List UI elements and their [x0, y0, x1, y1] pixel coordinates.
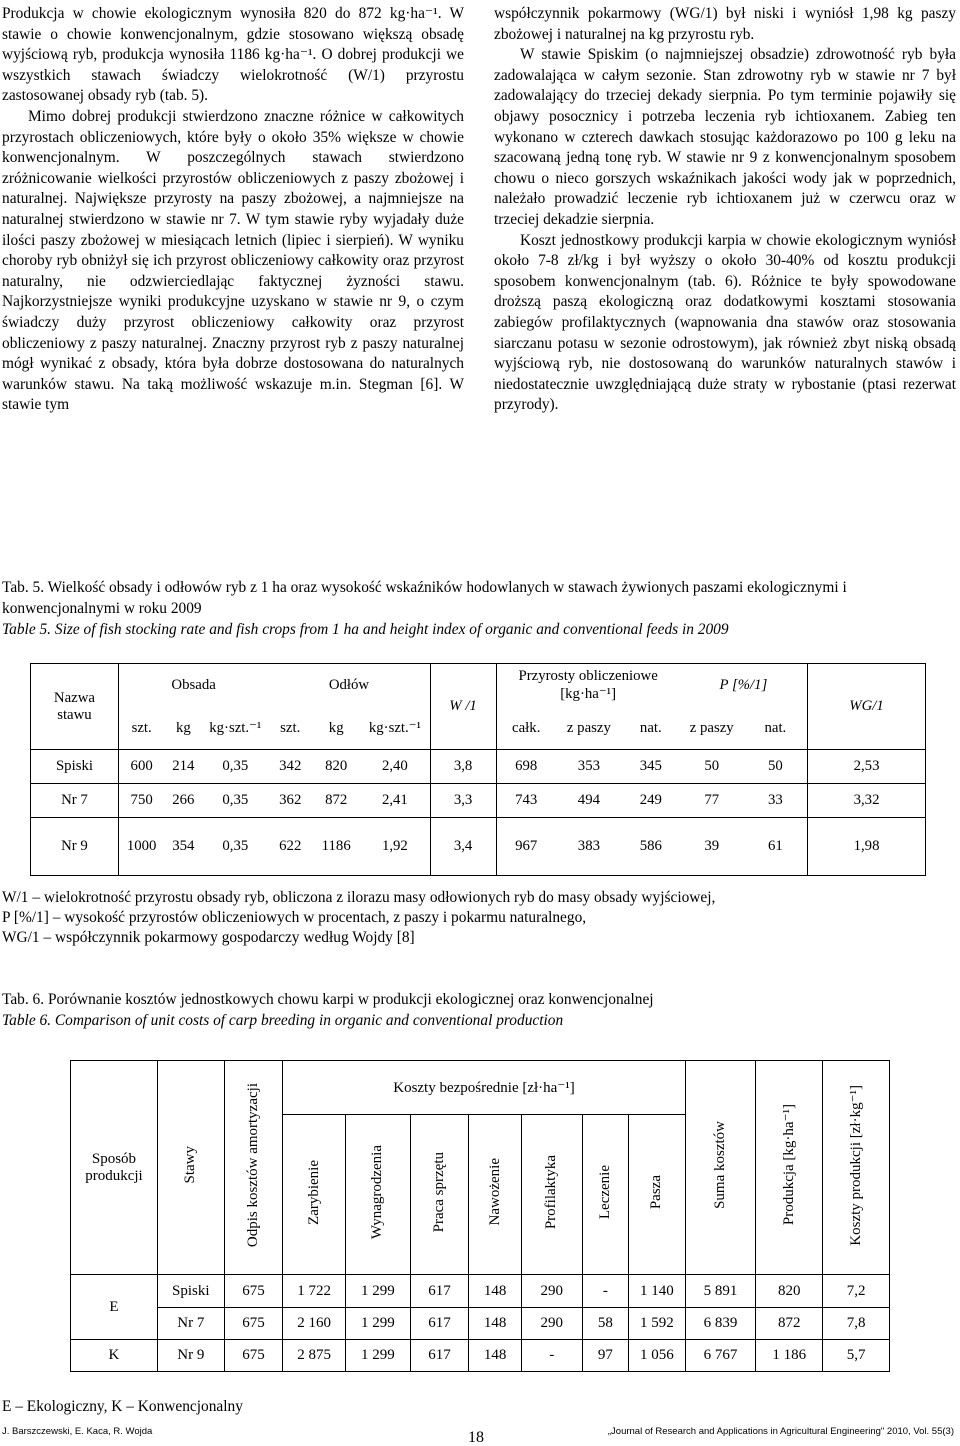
t5-cell: 342	[268, 750, 312, 784]
t5-cell: 600	[118, 750, 164, 784]
t6-cell: 7,8	[823, 1308, 890, 1340]
t5-cell: 214	[164, 750, 202, 784]
t6-header-stawy-text: Stawy	[182, 1146, 199, 1184]
t5-cell: 3,32	[808, 784, 926, 818]
t6-header-stawy	[157, 1061, 224, 1275]
t6-cell: 1 186	[756, 1340, 823, 1372]
t6-header-col-text: Wynagrodzenia	[369, 1144, 386, 1240]
t5-cell: 3,8	[430, 750, 496, 784]
t6-cell: 872	[756, 1308, 823, 1340]
t5-sub: nat.	[639, 719, 662, 736]
t6-header-col	[283, 1115, 346, 1275]
t5-sub: kg	[175, 719, 191, 736]
t6-header-koszty: Koszty bezpośrednie [zł·ha⁻¹]	[283, 1061, 685, 1115]
table5-caption	[2, 578, 952, 640]
t5-cell: 1,92	[360, 818, 430, 876]
table6-caption	[2, 990, 952, 1032]
t6-cell: 5,7	[823, 1340, 890, 1372]
t5-note-p: P [%/1] – wysokość przyrostów obliczeniowych w procentach, z paszy i pokarmu naturalnego,	[2, 908, 587, 926]
t6-row-spiski	[71, 1275, 890, 1308]
t5-cell: 586	[622, 818, 680, 876]
t5-cell: 266	[164, 784, 202, 818]
table5-caption-pl: Tab. 5. Wielkość obsady i odłowów ryb z 1 ha oraz wysokość wskaźników hodowlanych w stawach żywionych paszami ekologicznymi i konwencjonalnymi w roku 2009	[2, 579, 847, 617]
t6-cell: 1 299	[346, 1308, 411, 1340]
t6-cell: 1 299	[346, 1340, 411, 1372]
t6-header-col	[346, 1115, 411, 1275]
t6-header-col-text: Profilaktyka	[543, 1154, 560, 1230]
t5-cell: 2,41	[360, 784, 430, 818]
left-paragraph-1: Produkcja w chowie ekologicznym wynosiła 820 do 872 kg·ha⁻¹. W stawie o chowie konwencjonalnym, gdzie stosowano większą obsadę wyjściową ryb, produkcja wynosiła 1186 kg·ha⁻¹. O dobrej produkcji we wszystkich stawach świadczy wielokrotność (W/1) przyrostu zastosowanej obsady ryb (tab. 5).	[2, 5, 464, 105]
t5-cell: Nr 9	[31, 818, 119, 876]
t6-cell: 6 839	[685, 1308, 756, 1340]
t6-cell: -	[582, 1275, 629, 1308]
right-paragraph-2: W stawie Spiskim (o najmniejszej obsadzie) zdrowotność ryb była zadowalająca w całym sezonie. Stan zdrowotny ryb w stawie nr 7 był zadowalający do trzeciej dekady sierpnia. Po tym terminie pojawiły się objawy posocznicy i potrzeba leczenia ryb ichtioxanem. Zabieg ten wykonano w czterech dawkach stosując każdorazowo po 100 g leku na szacowaną jedną tonę ryb. W stawie nr 9 z konwencjonalnym sposobem chowu o nieco gorszych wskaźnikach jakości wody jak w poprzednich, należało prowadzić leczenie ryb ichtioxanem już w czerwcu oraz w trzeciej dekadzie sierpnia.	[494, 46, 956, 228]
t6-group-e: E	[71, 1275, 158, 1340]
t6-cell: 1 140	[629, 1275, 686, 1308]
t5-cell: 3,4	[430, 818, 496, 876]
t5-cell: 750	[118, 784, 164, 818]
t5-cell: 354	[164, 818, 202, 876]
t6-header-col	[410, 1115, 469, 1275]
t6-header-col	[629, 1115, 686, 1275]
left-paragraph-2: Mimo dobrej produkcji stwierdzono znaczne różnice w całkowitych przyrostach obliczeniowych, które były o około 35% większe w chowie konwencjonalnym. W poszczególnych stawach stwierdzono zróżnicowanie wielkości przyrostów obliczeniowych z paszy zbożowej i naturalnej. Największe przyrosty na paszy zbożowej, a najmniejsze na naturalnej stwierdzono w stawie nr 7. W tym stawie ryby wyjadały duże ilości paszy zbożowej w miesiącach letnich (lipiec i sierpień). W wyniku choroby ryb obniżył się ich przyrost obliczeniowy całkowity oraz przyrost naturalny, nie odzwierciedlając faktycznej żyzności stawu. Najkorzystniejsze wyniki produkcyjne uzyskano w stawie nr 9, o czym świadczy duży przyrost obliczeniowy całkowity oraz przyrost obliczeniowy z paszy naturalnej. Znaczny przyrost ryb z paszy naturalnej mógł wynikać z obsady, która była dobrze dostosowana do naturalnych warunków stawu. Na taką możliwość wskazuje m.in. Stegman [6]. W stawie tym	[2, 107, 464, 414]
right-column	[494, 4, 956, 416]
t6-header-col-text: Pasza	[648, 1174, 665, 1210]
t5-header-w1: W /1	[430, 664, 496, 750]
t5-header-przyrosty-unit: [kg·ha⁻¹]	[560, 686, 617, 703]
t5-cell: 249	[622, 784, 680, 818]
t6-cell: 5 891	[685, 1275, 756, 1308]
t5-cell: 61	[744, 818, 808, 876]
table6-caption-pl: Tab. 6. Porównanie kosztów jednostkowych chowu karpi w produkcji ekologicznej oraz konwencjonalnej	[2, 991, 654, 1008]
t6-cell: 97	[582, 1340, 629, 1372]
t5-cell: 494	[556, 784, 622, 818]
t5-cell: Spiski	[31, 750, 119, 784]
t5-cell: 698	[496, 750, 556, 784]
t5-cell: 2,40	[360, 750, 430, 784]
t6-cell: -	[521, 1340, 582, 1372]
t6-cell: 6 767	[685, 1340, 756, 1372]
t6-row-nr7	[71, 1308, 890, 1340]
footer-authors: J. Barszczewski, E. Kaca, R. Wojda	[2, 1426, 153, 1437]
t6-cell: 1 592	[629, 1308, 686, 1340]
t6-cell: 2 875	[283, 1340, 346, 1372]
t5-header-przyrosty-label: Przyrosty obliczeniowe	[518, 668, 658, 685]
t5-cell: 39	[680, 818, 744, 876]
t6-cell: 617	[410, 1340, 469, 1372]
page-number: 18	[468, 1429, 484, 1446]
t5-sub: szt.	[280, 719, 301, 736]
t5-header-nazwa: Nazwa stawu	[31, 664, 119, 750]
t6-cell: 2 160	[283, 1308, 346, 1340]
t5-cell: 1000	[118, 818, 164, 876]
t6-cell: 1 299	[346, 1275, 411, 1308]
t5-cell: 345	[622, 750, 680, 784]
t5-cell: 362	[268, 784, 312, 818]
t5-row-nr7	[31, 784, 926, 818]
table6-legend: E – Ekologiczny, K – Konwencjonalny	[2, 1398, 243, 1415]
t6-header-col	[582, 1115, 629, 1275]
t5-cell: 1186	[312, 818, 360, 876]
t6-cell: 675	[224, 1340, 283, 1372]
t6-header-koszty-prod-text: Koszty produkcji [zł·kg⁻¹]	[848, 1084, 865, 1246]
right-paragraph-1: współczynnik pokarmowy (WG/1) był niski i wyniósł 1,98 kg paszy zbożowej i naturalnej na kg przyrostu ryb.	[494, 5, 956, 43]
t5-note-wg: WG/1 – współczynnik pokarmowy gospodarczy według Wojdy [8]	[2, 928, 415, 946]
table6-caption-en: Table 6. Comparison of unit costs of carp breeding in organic and conventional production	[2, 1011, 564, 1029]
t6-cell: 675	[224, 1275, 283, 1308]
t5-header-odlow: Odłów	[268, 664, 430, 708]
t6-header-suma-text: Suma kosztów	[712, 1121, 729, 1209]
t5-sub: z paszy	[689, 719, 734, 736]
table6	[70, 1060, 890, 1372]
t5-cell: 622	[268, 818, 312, 876]
t5-note-w1: W/1 – wielokrotność przyrostu obsady ryb, obliczona z ilorazu masy odłowionych ryb do masy obsady wyjściowej,	[2, 889, 716, 906]
t5-cell: 50	[680, 750, 744, 784]
t6-header-col-text: Praca sprzętu	[431, 1151, 448, 1233]
t5-sub: kg	[328, 719, 344, 736]
t6-header-col	[469, 1115, 522, 1275]
t5-cell: 33	[744, 784, 808, 818]
t5-cell: 967	[496, 818, 556, 876]
t6-cell: Spiski	[157, 1275, 224, 1308]
t5-header-przyrosty	[496, 664, 680, 708]
t5-cell: 872	[312, 784, 360, 818]
t5-row-spiski	[31, 750, 926, 784]
t6-header-odpis	[224, 1061, 283, 1275]
table5-notes	[2, 888, 952, 947]
t5-header-wg: WG/1	[808, 664, 926, 750]
t5-cell: 743	[496, 784, 556, 818]
t5-cell: 353	[556, 750, 622, 784]
t6-header-suma	[685, 1061, 756, 1275]
t5-sub: nat.	[764, 719, 787, 736]
t6-header-odpis-text: Odpis kosztów amortyzacji	[244, 1082, 261, 1248]
t6-cell: 148	[469, 1275, 522, 1308]
t5-cell: 0,35	[202, 818, 268, 876]
t5-cell: 1,98	[808, 818, 926, 876]
table5-caption-en: Table 5. Size of fish stocking rate and fish crops from 1 ha and height index of organic and conventional feeds in 2009	[2, 620, 729, 638]
t6-cell: Nr 9	[157, 1340, 224, 1372]
t5-sub: kg·szt.⁻¹	[209, 720, 262, 737]
t6-row-nr9	[71, 1340, 890, 1372]
t6-cell: 290	[521, 1308, 582, 1340]
t5-cell: 50	[744, 750, 808, 784]
table5	[30, 663, 926, 876]
t6-cell: 1 722	[283, 1275, 346, 1308]
t5-cell: 0,35	[202, 750, 268, 784]
t6-header-col-text: Leczenie	[596, 1164, 613, 1220]
t6-cell: 617	[410, 1308, 469, 1340]
t5-cell: Nr 7	[31, 784, 119, 818]
t5-sub: szt.	[131, 719, 152, 736]
t6-header-sposob: Sposób produkcji	[71, 1061, 158, 1275]
t5-header-p: P [%/1]	[680, 664, 808, 708]
t5-cell: 77	[680, 784, 744, 818]
t5-cell: 820	[312, 750, 360, 784]
t5-header-obsada: Obsada	[118, 664, 268, 708]
t6-header-produkcja	[756, 1061, 823, 1275]
t6-header-col	[521, 1115, 582, 1275]
t6-cell: 617	[410, 1275, 469, 1308]
right-paragraph-3: Koszt jednostkowy produkcji karpia w chowie ekologicznym wyniósł około 7-8 zł/kg i był wyższy o około 30-40% od kosztu produkcji sposobem konwencjonalnym (tab. 6). Różnice te były spowodowane droższą paszą ekologiczną oraz dodatkowymi kosztami stosowania zabiegów profilaktycznych (wapnowania dna stawów oraz stosowania siarczanu potasu w sezonie odrostowym), jak również zbyt niską obsadą wyjściową ryb, nie dostosowaną do warunków naturalnych stawów i niedostatecznie uwzględniającą duże straty w rybostanie (ptasi rezerwat przyrody).	[494, 231, 956, 414]
t6-cell: Nr 7	[157, 1308, 224, 1340]
t6-cell: 148	[469, 1308, 522, 1340]
t6-cell: 58	[582, 1308, 629, 1340]
t6-cell: 1 056	[629, 1340, 686, 1372]
t6-header-produkcja-text: Produkcja [kg·ha⁻¹]	[781, 1104, 798, 1226]
t6-cell: 290	[521, 1275, 582, 1308]
t5-row-nr9	[31, 818, 926, 876]
t5-cell: 3,3	[430, 784, 496, 818]
left-column	[2, 4, 464, 416]
t5-cell: 0,35	[202, 784, 268, 818]
t5-sub: z paszy	[566, 719, 611, 736]
t6-cell: 148	[469, 1340, 522, 1372]
t5-sub: całk.	[496, 708, 556, 750]
t5-cell: 2,53	[808, 750, 926, 784]
t5-sub: kg·szt.⁻¹	[368, 720, 421, 737]
t6-header-koszty-prod	[823, 1061, 890, 1275]
t6-header-col-text: Zarybienie	[305, 1159, 322, 1225]
footer-journal: „Journal of Research and Applications in Agricultural Engineering" 2010, Vol. 55(3)	[607, 1426, 954, 1437]
t6-cell: 675	[224, 1308, 283, 1340]
t6-cell: 7,2	[823, 1275, 890, 1308]
t6-cell: 820	[756, 1275, 823, 1308]
t6-header-col-text: Nawożenie	[486, 1158, 503, 1226]
t6-group-k: K	[71, 1340, 158, 1372]
t5-cell: 383	[556, 818, 622, 876]
